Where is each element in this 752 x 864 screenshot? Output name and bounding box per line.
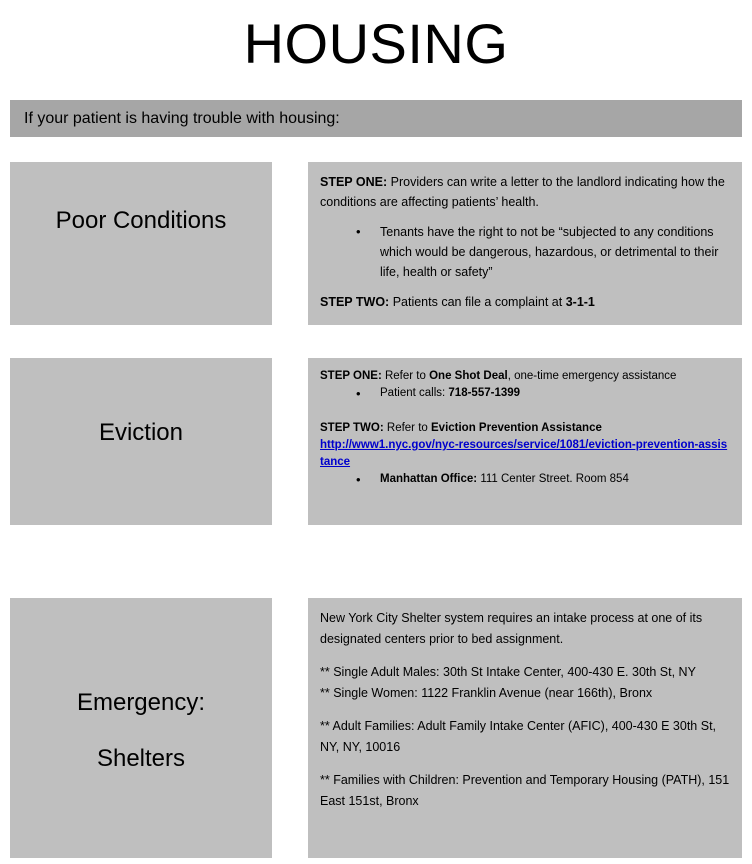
eviction-link-paragraph bbox=[320, 437, 730, 471]
step-two-text: Patients can file a complaint at bbox=[389, 295, 566, 309]
section-label-emergency-shelters bbox=[10, 598, 272, 858]
step-one-post: , one-time emergency assistance bbox=[507, 370, 677, 382]
step-two-label: STEP TWO: bbox=[320, 422, 384, 434]
eviction-step-one-paragraph bbox=[320, 368, 730, 385]
section-label-line2: Shelters bbox=[96, 745, 186, 772]
section-label-line1: Emergency: bbox=[76, 689, 206, 716]
manhattan-office-label: Manhattan Office: bbox=[380, 473, 478, 485]
step-two-pre: Refer to bbox=[383, 422, 431, 434]
section-content-poor-conditions bbox=[308, 162, 742, 325]
shelter-entry-single-women: ** Single Women: 1122 Franklin Avenue (near 166th), Bronx bbox=[320, 686, 653, 700]
list-item bbox=[320, 222, 730, 282]
poor-conditions-bullet-list bbox=[320, 222, 730, 282]
section-content-emergency-shelters bbox=[308, 598, 742, 858]
section-label-text bbox=[10, 204, 272, 325]
list-item bbox=[320, 471, 730, 488]
complaint-number: 3-1-1 bbox=[565, 295, 595, 309]
section-label-poor-conditions bbox=[10, 162, 272, 325]
page-title: HOUSING bbox=[243, 12, 509, 75]
shelter-intro-paragraph: New York City Shelter system requires an intake process at one of its designated centers prior to bed assignment. bbox=[320, 611, 703, 646]
step-one-pre: Refer to bbox=[381, 370, 430, 382]
shelter-entry-families-with-children: ** Families with Children: Prevention and Temporary Housing (PATH), 151 East 151st, Bronx bbox=[320, 773, 730, 808]
step-one-label: STEP ONE: bbox=[320, 370, 382, 382]
list-item bbox=[320, 385, 730, 402]
instruction-banner bbox=[10, 100, 742, 137]
step-two-label: STEP TWO: bbox=[320, 295, 390, 309]
eviction-bullet-list-two bbox=[320, 471, 730, 488]
shelter-entry-single-adult-males: ** Single Adult Males: 30th St Intake Center, 400-430 E. 30th St, NY bbox=[320, 665, 696, 679]
eviction-bullet-list-one bbox=[320, 385, 730, 402]
section-label-eviction bbox=[10, 358, 272, 525]
bullet-text: Tenants have the right to not be “subjected to any conditions which would be dangerous, hazardous, or detrimental to their life, health or safety” bbox=[380, 225, 719, 279]
step-two-paragraph bbox=[320, 292, 730, 312]
section-label-text bbox=[10, 686, 272, 858]
manhattan-office-address: 111 Center Street. Room 854 bbox=[477, 473, 629, 485]
section-content-eviction bbox=[308, 358, 742, 525]
section-label-line1: Poor Conditions bbox=[55, 207, 227, 234]
patient-calls-label: Patient calls: bbox=[380, 387, 449, 399]
eviction-step-two-paragraph bbox=[320, 420, 730, 437]
shelter-entry-adult-families: ** Adult Families: Adult Family Intake Center (AFIC), 400-430 E 30th St, NY, NY, 10016 bbox=[320, 719, 717, 754]
eviction-prevention-term: Eviction Prevention Assistance bbox=[431, 422, 602, 434]
step-one-text: Providers can write a letter to the landlord indicating how the conditions are affecting patients’ health. bbox=[320, 175, 725, 209]
instruction-banner-text: If your patient is having trouble with housing: bbox=[24, 109, 340, 127]
step-one-paragraph bbox=[320, 172, 730, 212]
section-label-text bbox=[10, 416, 272, 525]
section-label-line1: Eviction bbox=[98, 419, 184, 446]
one-shot-deal-term: One Shot Deal bbox=[429, 370, 508, 382]
eviction-prevention-link[interactable]: http://www1.nyc.gov/nyc-resources/service/1081/eviction-prevention-assistance bbox=[320, 439, 728, 468]
step-one-label: STEP ONE: bbox=[320, 175, 388, 189]
patient-phone-number: 718-557-1399 bbox=[448, 387, 521, 399]
